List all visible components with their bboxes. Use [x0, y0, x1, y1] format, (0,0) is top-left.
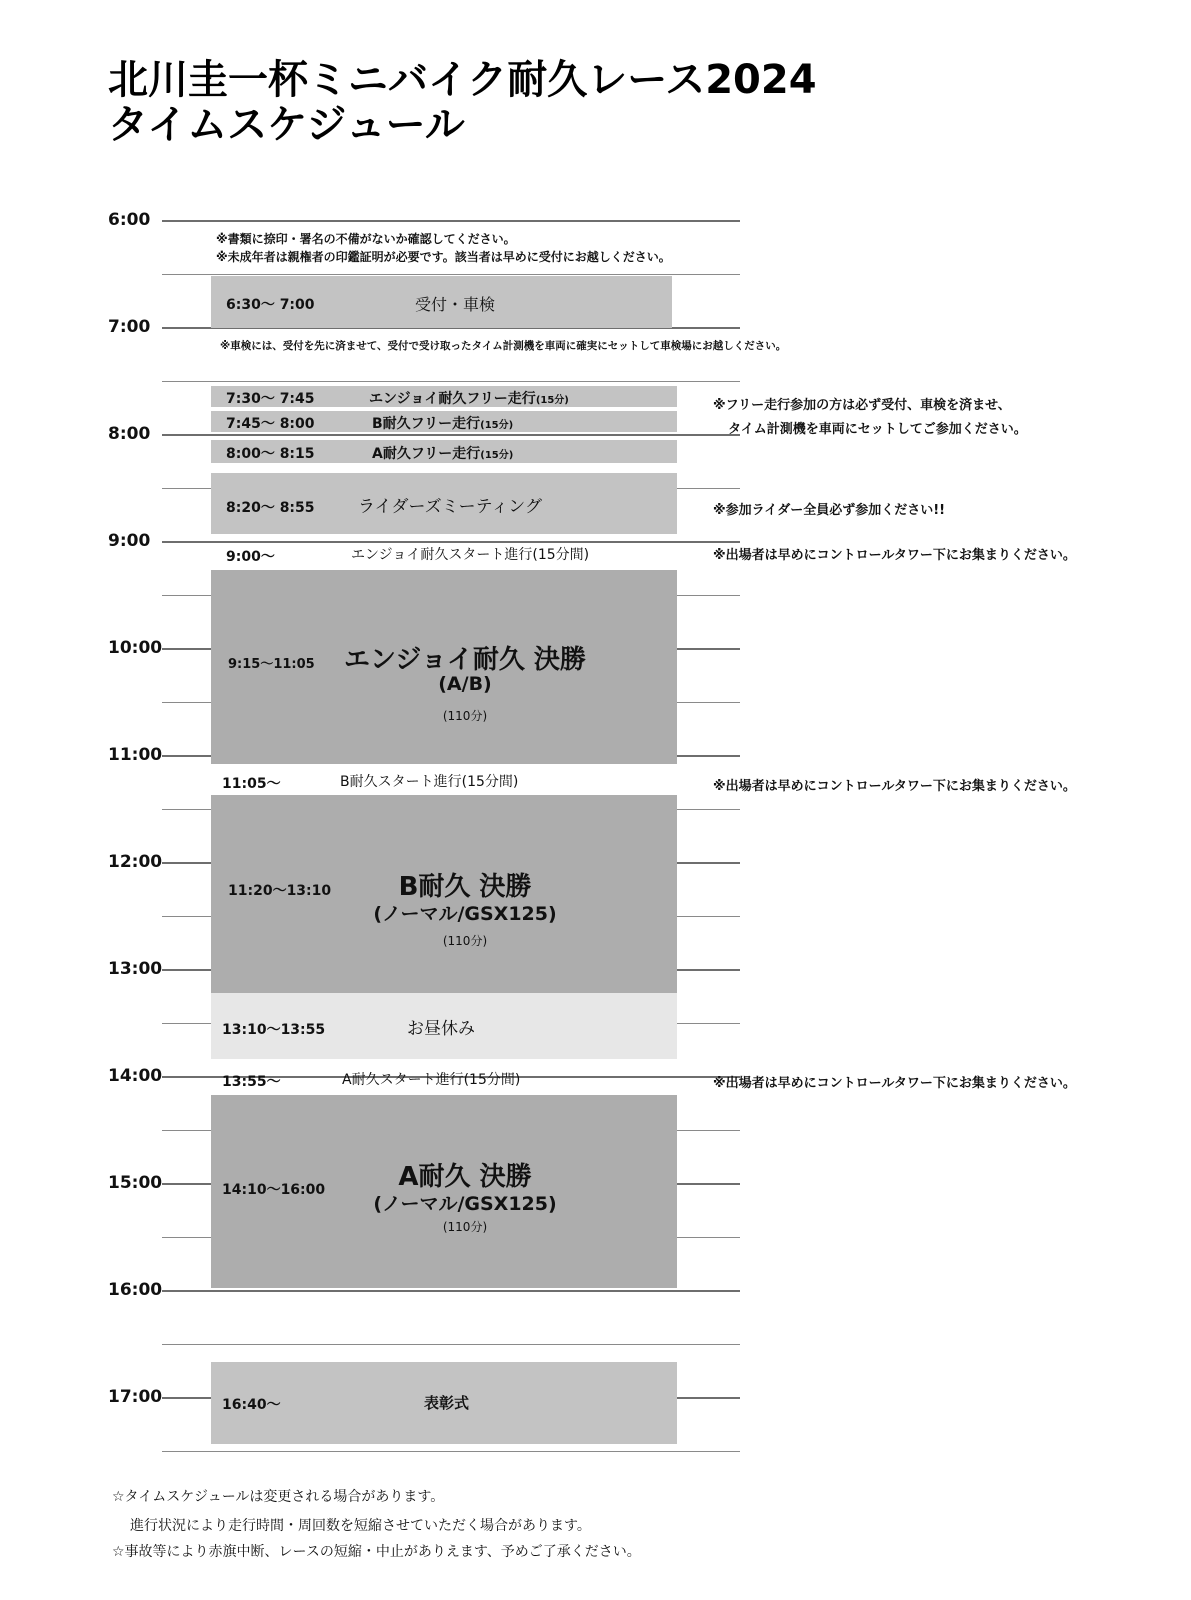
block-time: 16:40～ — [222, 1397, 281, 1413]
block-duration: (110分) — [442, 934, 488, 948]
block-sub: (ノーマル/GSX125) — [373, 903, 557, 925]
block-name: B耐久スタート進行(15分間) — [340, 774, 519, 790]
grid-line-9-00 — [162, 541, 740, 543]
hour-label: 11:00 — [108, 745, 163, 765]
free-practice-note: タイム計測機を車両にセットしてご参加ください。 — [728, 422, 1027, 437]
block-time: 13:10～13:55 — [222, 1022, 326, 1038]
grid-line-8-00 — [162, 434, 740, 436]
meeting-note: ※参加ライダー全員必ず参加ください!! — [713, 503, 946, 518]
footer-note: ☆タイムスケジュールは変更される場合があります。 — [112, 1489, 445, 1505]
gather-note: ※出場者は早めにコントロールタワー下にお集まりください。 — [713, 548, 1076, 563]
block-name: お昼休み — [407, 1019, 475, 1039]
block-time: 7:45～ 8:00 — [226, 416, 315, 432]
hour-label: 7:00 — [108, 317, 151, 337]
guardian-note: ※未成年者は親権者の印鑑証明が必要です。該当者は早めに受付にお越しください。 — [216, 250, 671, 264]
grid-line-6-00 — [162, 220, 740, 222]
block-name: A耐久スタート進行(15分間) — [342, 1072, 521, 1088]
block-time: 6:30～ 7:00 — [226, 297, 315, 313]
block-name — [372, 413, 513, 433]
hour-label: 16:00 — [108, 1280, 163, 1300]
block-time: 9:00～ — [226, 549, 275, 565]
hour-label: 9:00 — [108, 531, 151, 551]
block-duration: (110分) — [442, 709, 488, 723]
page-subtitle: タイムスケジュール — [108, 102, 465, 148]
block-name: A耐久 決勝 — [398, 1162, 532, 1192]
hour-label: 6:00 — [108, 210, 151, 230]
grid-line-17-30 — [162, 1451, 740, 1452]
block-name: B耐久 決勝 — [398, 872, 532, 902]
footer-note: ☆事故等により赤旗中断、レースの短縮・中止がありえます、予めご了承ください。 — [112, 1544, 641, 1560]
block-name: ライダーズミーティング — [358, 497, 542, 517]
hour-label: 13:00 — [108, 959, 163, 979]
footer-note: 進行状況により走行時間・周回数を短縮させていただく場合があります。 — [130, 1518, 591, 1534]
hour-label: 14:00 — [108, 1066, 163, 1086]
block-duration: (15分) — [480, 450, 514, 461]
block-time: 8:20～ 8:55 — [226, 500, 315, 516]
gather-note: ※出場者は早めにコントロールタワー下にお集まりください。 — [713, 779, 1076, 794]
block-duration: (110分) — [442, 1220, 488, 1234]
gather-note: ※出場者は早めにコントロールタワー下にお集まりください。 — [713, 1076, 1076, 1091]
block-name — [369, 388, 569, 408]
block-name: 表彰式 — [424, 1394, 470, 1412]
hour-label: 8:00 — [108, 424, 151, 444]
block-name — [372, 443, 513, 463]
grid-line-6-30 — [162, 274, 740, 275]
block-duration: (15分) — [535, 395, 569, 406]
free-practice-note: ※フリー走行参加の方は必ず受付、車検を済ませ、 — [713, 398, 1011, 413]
block-time: 8:00～ 8:15 — [226, 446, 315, 462]
block-time: 7:30～ 7:45 — [226, 391, 315, 407]
hour-label: 10:00 — [108, 638, 163, 658]
block-time: 9:15～11:05 — [228, 657, 315, 672]
block-time: 13:55～ — [222, 1074, 281, 1090]
hour-label: 12:00 — [108, 852, 163, 872]
block-name-text: B耐久フリー走行 — [372, 416, 481, 432]
block-name: エンジョイ耐久スタート進行(15分間) — [351, 547, 590, 563]
hour-label: 17:00 — [108, 1387, 163, 1407]
grid-line-16-30 — [162, 1344, 740, 1345]
block-time: 11:05～ — [222, 776, 281, 792]
block-name-text: エンジョイ耐久フリー走行 — [369, 391, 536, 407]
grid-line-7-30 — [162, 381, 740, 382]
page-title: 北川圭一杯ミニバイク耐久レース2024 — [108, 57, 817, 103]
block-name: 受付・車検 — [414, 295, 496, 314]
grid-line-16-00 — [162, 1290, 740, 1292]
block-sub: (A/B) — [438, 673, 492, 695]
block-time: 11:20～13:10 — [228, 883, 332, 899]
block-name-text: A耐久フリー走行 — [372, 446, 481, 462]
block-time: 14:10～16:00 — [222, 1182, 326, 1198]
document-note: ※書類に捺印・署名の不備がないか確認してください。 — [216, 232, 516, 246]
block-sub: (ノーマル/GSX125) — [373, 1193, 557, 1215]
block-duration: (15分) — [480, 420, 514, 431]
inspection-note: ※車検には、受付を先に済ませて、受付で受け取ったタイム計測機を車両に確実にセットして車検場にお越しください。 — [220, 340, 787, 352]
block-name: エンジョイ耐久 決勝 — [344, 645, 586, 675]
hour-label: 15:00 — [108, 1173, 163, 1193]
